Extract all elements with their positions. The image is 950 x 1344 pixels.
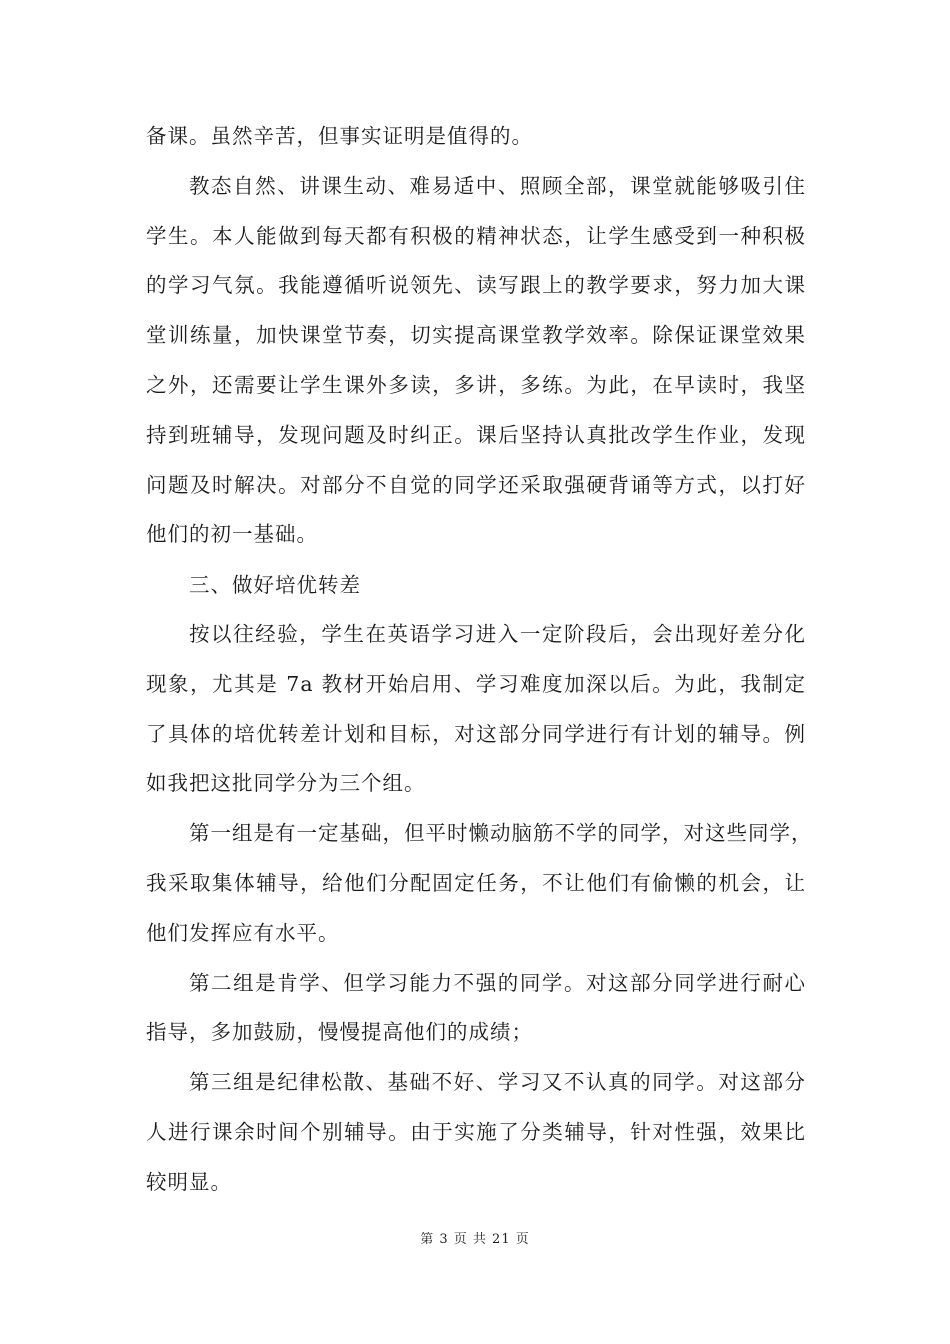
text-line: 较明显。 xyxy=(146,1170,232,1194)
text-line: 他们发挥应有水平。 xyxy=(146,921,340,945)
text-line: 现象，尤其是 7a 教材开始启用、学习难度加深以后。为此，我制定 xyxy=(146,672,806,696)
text-line: 我采取集体辅导，给他们分配固定任务，不让他们有偷懒的机会，让 xyxy=(146,871,806,895)
text-line: 人进行课余时间个别辅导。由于实施了分类辅导，针对性强，效果比 xyxy=(146,1120,806,1144)
text-line: 问题及时解决。对部分不自觉的同学还采取强硬背诵等方式，以打好 xyxy=(146,473,806,497)
text-line: 了具体的培优转差计划和目标，对这部分同学进行有计划的辅导。例 xyxy=(146,722,806,746)
text-line: 如我把这批同学分为三个组。 xyxy=(146,771,426,795)
text-line: 按以往经验，学生在英语学习进入一定阶段后，会出现好差分化 xyxy=(189,622,806,646)
text-line: 指导，多加鼓励，慢慢提高他们的成绩； xyxy=(146,1020,533,1044)
text-line: 持到班辅导，发现问题及时纠正。课后坚持认真批改学生作业，发现 xyxy=(146,423,806,447)
text-line: 备课。虽然辛苦，但事实证明是值得的。 xyxy=(146,124,533,148)
text-line: 第三组是纪律松散、基础不好、学习又不认真的同学。对这部分 xyxy=(189,1070,806,1094)
text-line: 学生。本人能做到每天都有积极的精神状态，让学生感受到一种积极 xyxy=(146,224,806,248)
text-line: 他们的初一基础。 xyxy=(146,522,318,546)
text-line: 之外，还需要让学生课外多读，多讲，多练。为此，在早读时，我坚 xyxy=(146,373,806,397)
section-heading: 三、做好培优转差 xyxy=(189,573,361,597)
text-line: 教态自然、讲课生动、难易适中、照顾全部，课堂就能够吸引住 xyxy=(189,174,806,198)
text-line: 的学习气氛。我能遵循听说领先、读写跟上的教学要求，努力加大课 xyxy=(146,273,806,297)
text-line: 第二组是肯学、但学习能力不强的同学。对这部分同学进行耐心 xyxy=(189,971,806,995)
text-line: 堂训练量，加快课堂节奏，切实提高课堂教学效率。除保证课堂效果 xyxy=(146,323,806,347)
page-number-footer: 第 3 页 共 21 页 xyxy=(420,1232,530,1247)
text-line: 第一组是有一定基础，但平时懒动脑筋不学的同学，对这些同学， xyxy=(189,821,813,845)
